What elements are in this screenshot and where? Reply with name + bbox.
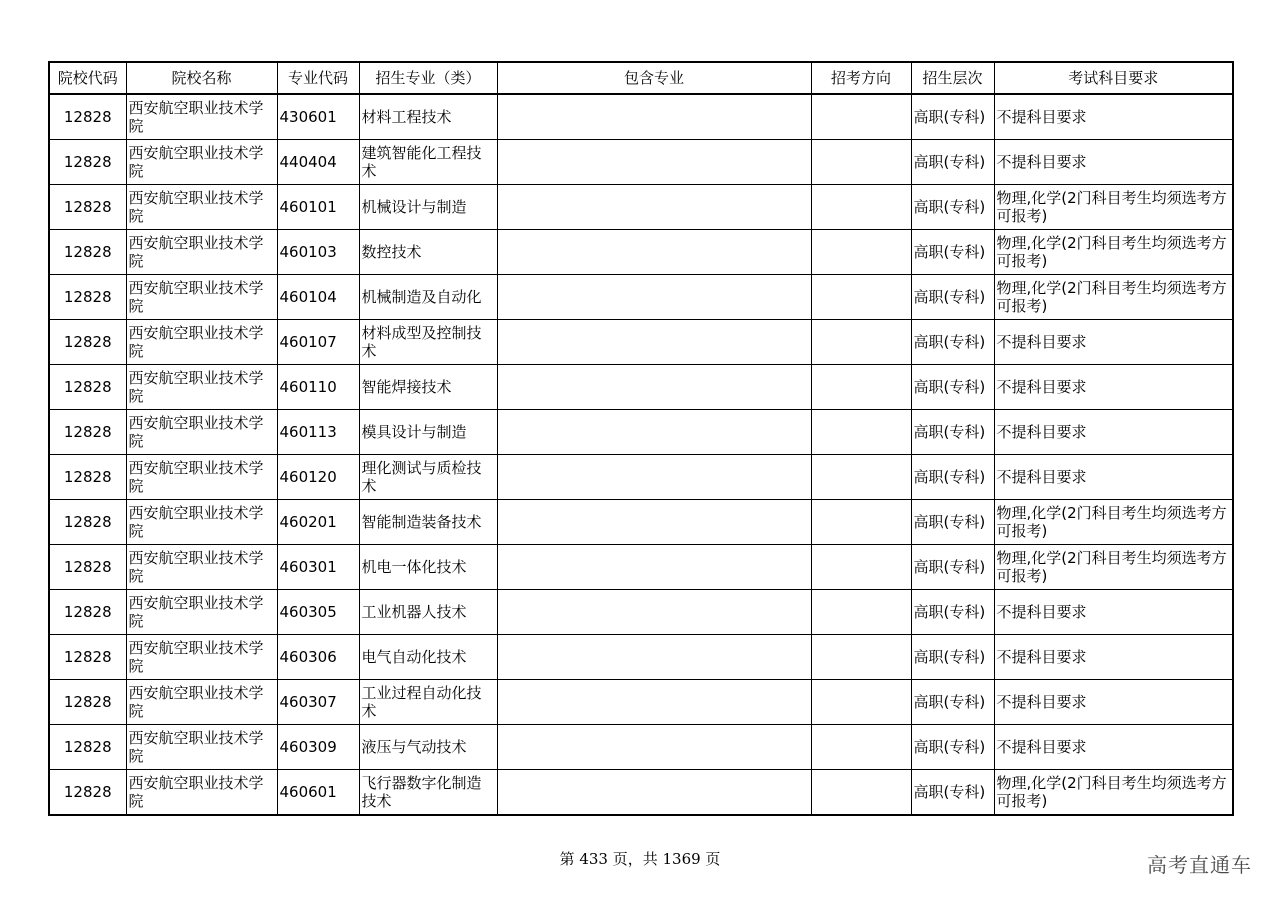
cell-subject-requirements: 不提科目要求 <box>994 455 1233 500</box>
cell-subject-requirements: 不提科目要求 <box>994 365 1233 410</box>
table-row <box>49 635 1233 680</box>
cell-major-code: 460301 <box>277 545 359 590</box>
cell-enrollment-level: 高职(专科) <box>911 680 994 725</box>
cell-school-name: 西安航空职业技术学院 <box>126 275 277 320</box>
cell-exam-direction <box>811 410 911 455</box>
cell-major-code: 430601 <box>277 94 359 140</box>
cell-major-code: 460601 <box>277 770 359 816</box>
cell-school-code: 12828 <box>49 410 126 455</box>
cell-major-code: 460103 <box>277 230 359 275</box>
cell-included-majors <box>497 230 811 275</box>
table-row <box>49 725 1233 770</box>
cell-exam-direction <box>811 230 911 275</box>
table-row <box>49 545 1233 590</box>
header-exam-direction: 招考方向 <box>811 62 911 94</box>
cell-enrollment-level: 高职(专科) <box>911 545 994 590</box>
cell-major-code: 460104 <box>277 275 359 320</box>
cell-school-name: 西安航空职业技术学院 <box>126 680 277 725</box>
cell-subject-requirements: 不提科目要求 <box>994 590 1233 635</box>
cell-subject-requirements: 物理,化学(2门科目考生均须选考方可报考) <box>994 770 1233 816</box>
cell-enrollment-level: 高职(专科) <box>911 725 994 770</box>
table-row <box>49 770 1233 816</box>
cell-subject-requirements: 物理,化学(2门科目考生均须选考方可报考) <box>994 275 1233 320</box>
cell-enrollment-level: 高职(专科) <box>911 500 994 545</box>
cell-enrollment-major: 材料成型及控制技术 <box>359 320 497 365</box>
cell-included-majors <box>497 590 811 635</box>
header-included-majors: 包含专业 <box>497 62 811 94</box>
cell-included-majors <box>497 680 811 725</box>
cell-enrollment-major: 理化测试与质检技术 <box>359 455 497 500</box>
cell-enrollment-level: 高职(专科) <box>911 635 994 680</box>
cell-school-code: 12828 <box>49 635 126 680</box>
cell-subject-requirements: 物理,化学(2门科目考生均须选考方可报考) <box>994 545 1233 590</box>
cell-enrollment-major: 飞行器数字化制造技术 <box>359 770 497 816</box>
cell-exam-direction <box>811 545 911 590</box>
cell-enrollment-level: 高职(专科) <box>911 770 994 816</box>
cell-included-majors <box>497 275 811 320</box>
cell-enrollment-major: 智能焊接技术 <box>359 365 497 410</box>
cell-subject-requirements: 不提科目要求 <box>994 725 1233 770</box>
cell-exam-direction <box>811 770 911 816</box>
header-school-code: 院校代码 <box>49 62 126 94</box>
cell-subject-requirements: 物理,化学(2门科目考生均须选考方可报考) <box>994 185 1233 230</box>
cell-school-name: 西安航空职业技术学院 <box>126 140 277 185</box>
table-header-row <box>49 62 1233 94</box>
cell-exam-direction <box>811 680 911 725</box>
cell-subject-requirements: 不提科目要求 <box>994 635 1233 680</box>
cell-included-majors <box>497 500 811 545</box>
table-row <box>49 680 1233 725</box>
cell-subject-requirements: 物理,化学(2门科目考生均须选考方可报考) <box>994 500 1233 545</box>
cell-enrollment-level: 高职(专科) <box>911 590 994 635</box>
cell-exam-direction <box>811 140 911 185</box>
watermark: 高考直通车 <box>1147 853 1252 877</box>
cell-school-name: 西安航空职业技术学院 <box>126 500 277 545</box>
cell-school-name: 西安航空职业技术学院 <box>126 455 277 500</box>
cell-school-code: 12828 <box>49 230 126 275</box>
cell-included-majors <box>497 545 811 590</box>
table-row <box>49 320 1233 365</box>
cell-enrollment-major: 机械制造及自动化 <box>359 275 497 320</box>
cell-school-code: 12828 <box>49 590 126 635</box>
cell-included-majors <box>497 410 811 455</box>
cell-school-code: 12828 <box>49 94 126 140</box>
cell-school-code: 12828 <box>49 680 126 725</box>
cell-enrollment-level: 高职(专科) <box>911 94 994 140</box>
cell-school-name: 西安航空职业技术学院 <box>126 94 277 140</box>
table-row <box>49 365 1233 410</box>
cell-included-majors <box>497 140 811 185</box>
cell-enrollment-major: 模具设计与制造 <box>359 410 497 455</box>
cell-school-code: 12828 <box>49 275 126 320</box>
cell-school-name: 西安航空职业技术学院 <box>126 725 277 770</box>
cell-included-majors <box>497 770 811 816</box>
table-row <box>49 94 1233 140</box>
cell-enrollment-major: 电气自动化技术 <box>359 635 497 680</box>
table-row <box>49 230 1233 275</box>
cell-major-code: 460306 <box>277 635 359 680</box>
table-body <box>49 94 1233 815</box>
cell-enrollment-level: 高职(专科) <box>911 365 994 410</box>
cell-school-code: 12828 <box>49 320 126 365</box>
header-enrollment-major: 招生专业（类） <box>359 62 497 94</box>
cell-enrollment-major: 机电一体化技术 <box>359 545 497 590</box>
cell-exam-direction <box>811 185 911 230</box>
cell-subject-requirements: 物理,化学(2门科目考生均须选考方可报考) <box>994 230 1233 275</box>
cell-included-majors <box>497 185 811 230</box>
cell-school-code: 12828 <box>49 365 126 410</box>
cell-major-code: 460309 <box>277 725 359 770</box>
cell-enrollment-level: 高职(专科) <box>911 320 994 365</box>
cell-school-name: 西安航空职业技术学院 <box>126 635 277 680</box>
cell-major-code: 460113 <box>277 410 359 455</box>
cell-enrollment-level: 高职(专科) <box>911 410 994 455</box>
cell-enrollment-major: 建筑智能化工程技术 <box>359 140 497 185</box>
cell-enrollment-level: 高职(专科) <box>911 455 994 500</box>
cell-included-majors <box>497 365 811 410</box>
cell-exam-direction <box>811 365 911 410</box>
table-row <box>49 590 1233 635</box>
cell-school-code: 12828 <box>49 185 126 230</box>
cell-enrollment-major: 机械设计与制造 <box>359 185 497 230</box>
header-major-code: 专业代码 <box>277 62 359 94</box>
table-row <box>49 140 1233 185</box>
table-row <box>49 185 1233 230</box>
cell-enrollment-major: 工业过程自动化技术 <box>359 680 497 725</box>
cell-school-code: 12828 <box>49 500 126 545</box>
cell-enrollment-major: 液压与气动技术 <box>359 725 497 770</box>
cell-major-code: 460307 <box>277 680 359 725</box>
cell-school-name: 西安航空职业技术学院 <box>126 590 277 635</box>
cell-enrollment-level: 高职(专科) <box>911 185 994 230</box>
cell-exam-direction <box>811 500 911 545</box>
cell-school-name: 西安航空职业技术学院 <box>126 410 277 455</box>
cell-subject-requirements: 不提科目要求 <box>994 410 1233 455</box>
header-enrollment-level: 招生层次 <box>911 62 994 94</box>
header-school-name: 院校名称 <box>126 62 277 94</box>
cell-exam-direction <box>811 275 911 320</box>
table-row <box>49 410 1233 455</box>
cell-major-code: 460101 <box>277 185 359 230</box>
cell-included-majors <box>497 320 811 365</box>
cell-included-majors <box>497 635 811 680</box>
cell-included-majors <box>497 725 811 770</box>
cell-included-majors <box>497 94 811 140</box>
cell-exam-direction <box>811 725 911 770</box>
table-row <box>49 455 1233 500</box>
cell-school-code: 12828 <box>49 725 126 770</box>
cell-school-name: 西安航空职业技术学院 <box>126 230 277 275</box>
cell-school-code: 12828 <box>49 545 126 590</box>
cell-major-code: 460120 <box>277 455 359 500</box>
cell-subject-requirements: 不提科目要求 <box>994 680 1233 725</box>
cell-school-code: 12828 <box>49 140 126 185</box>
cell-enrollment-major: 数控技术 <box>359 230 497 275</box>
cell-major-code: 460107 <box>277 320 359 365</box>
cell-school-name: 西安航空职业技术学院 <box>126 185 277 230</box>
cell-enrollment-major: 智能制造装备技术 <box>359 500 497 545</box>
cell-enrollment-major: 材料工程技术 <box>359 94 497 140</box>
cell-exam-direction <box>811 590 911 635</box>
cell-school-name: 西安航空职业技术学院 <box>126 770 277 816</box>
cell-school-name: 西安航空职业技术学院 <box>126 320 277 365</box>
table-row <box>49 275 1233 320</box>
cell-enrollment-level: 高职(专科) <box>911 140 994 185</box>
cell-subject-requirements: 不提科目要求 <box>994 140 1233 185</box>
header-subject-requirements: 考试科目要求 <box>994 62 1233 94</box>
cell-school-name: 西安航空职业技术学院 <box>126 365 277 410</box>
cell-school-code: 12828 <box>49 455 126 500</box>
cell-major-code: 460201 <box>277 500 359 545</box>
cell-major-code: 440404 <box>277 140 359 185</box>
table-row <box>49 500 1233 545</box>
cell-enrollment-level: 高职(专科) <box>911 275 994 320</box>
cell-enrollment-level: 高职(专科) <box>911 230 994 275</box>
cell-exam-direction <box>811 455 911 500</box>
cell-major-code: 460305 <box>277 590 359 635</box>
page-number: 第 433 页，共 1369 页 <box>559 850 721 868</box>
cell-exam-direction <box>811 635 911 680</box>
admissions-table <box>48 61 1234 816</box>
cell-subject-requirements: 不提科目要求 <box>994 320 1233 365</box>
cell-major-code: 460110 <box>277 365 359 410</box>
cell-school-code: 12828 <box>49 770 126 816</box>
cell-exam-direction <box>811 94 911 140</box>
cell-subject-requirements: 不提科目要求 <box>994 94 1233 140</box>
cell-included-majors <box>497 455 811 500</box>
cell-school-name: 西安航空职业技术学院 <box>126 545 277 590</box>
cell-exam-direction <box>811 320 911 365</box>
cell-enrollment-major: 工业机器人技术 <box>359 590 497 635</box>
